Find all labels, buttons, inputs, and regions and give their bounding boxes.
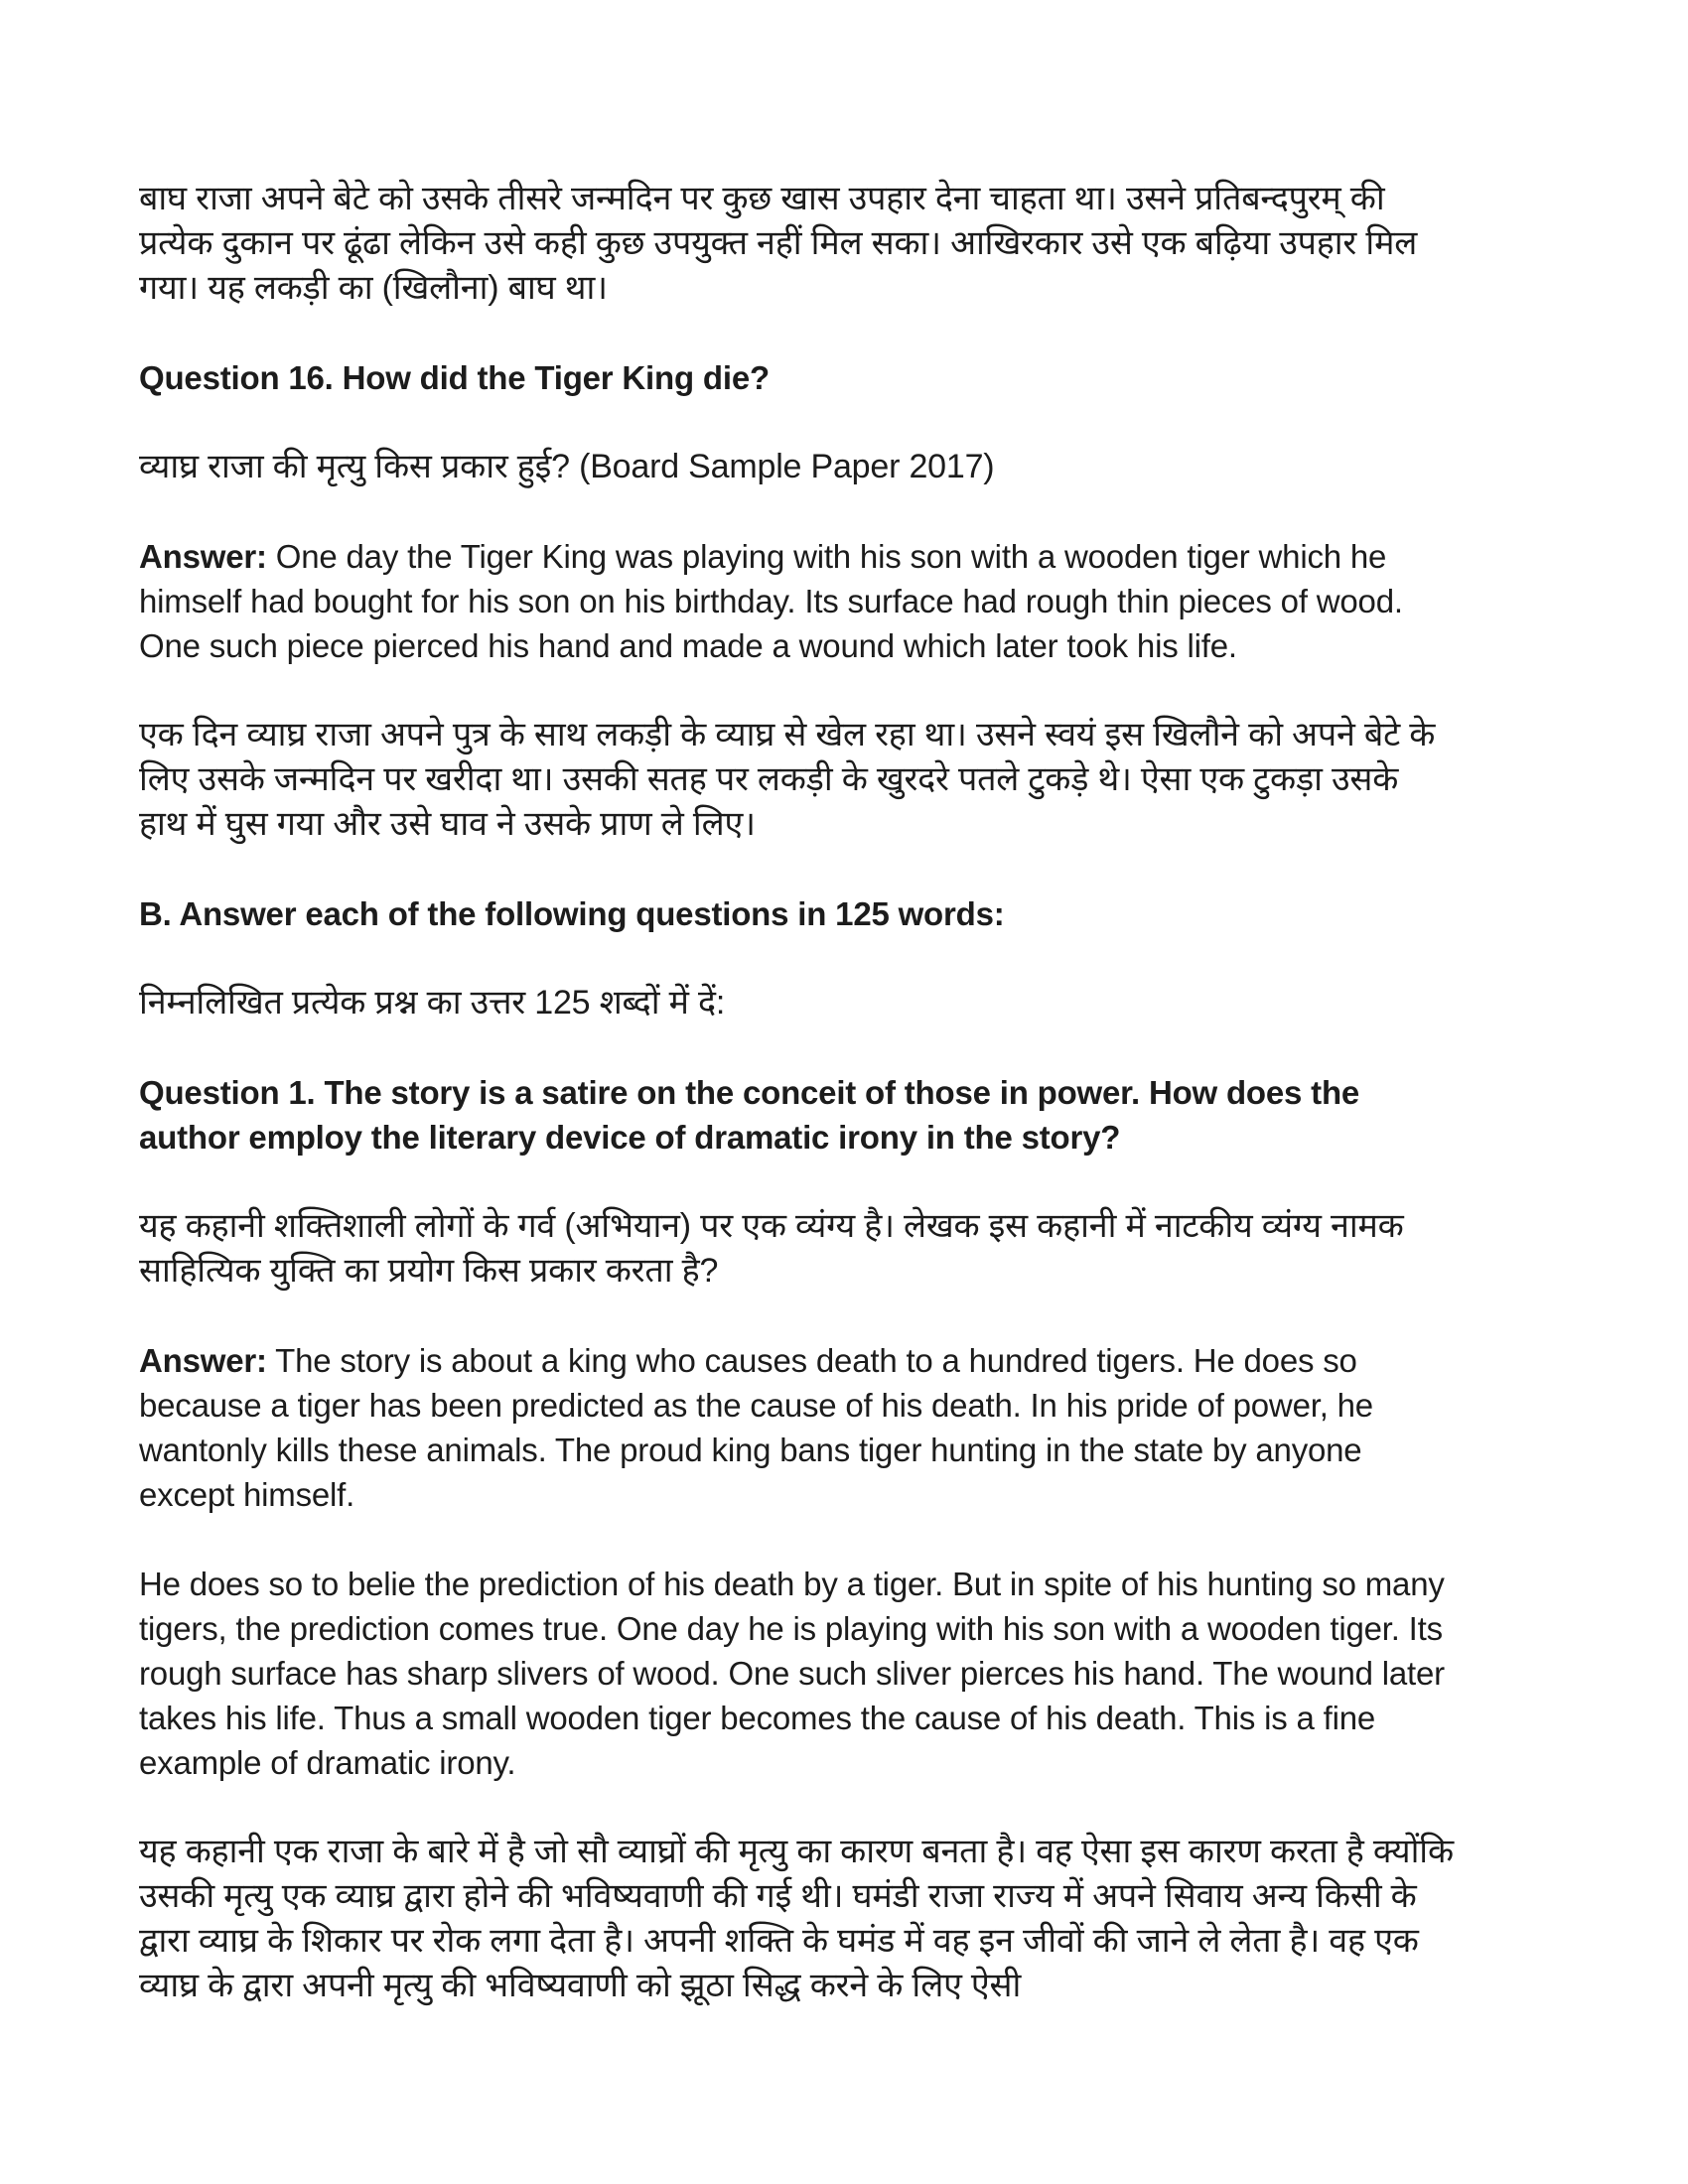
section-b-hindi-instruction: निम्नलिखित प्रत्येक प्रश्न का उत्तर 125 शब्दों में दें:	[139, 984, 726, 1022]
question-16-answer-hindi: एक दिन व्याघ्र राजा अपने पुत्र के साथ लकड़ी के व्याघ्र से खेल रहा था। उसने स्वयं इस खिलौने को अपने बेटे के लिए उसके जन्मदिन पर खरीदा था। उसकी सतह पर लकड़ी के खुरदरे पतले टुकड़े थे। ऐसा एक टुकड़ा उसके हाथ में घुस गया और उसे घाव ने उसके प्राण ले लिए।	[139, 716, 1436, 843]
question-16-hindi-question: व्याघ्र राजा की मृत्यु किस प्रकार हुई? (Board Sample Paper 2017)	[139, 448, 995, 485]
question-16-heading: Question 16. How did the Tiger King die?	[139, 359, 770, 396]
answer-1-english-para1-text: The story is about a king who causes death to a hundred tigers. He does so because a tiger has been predicted as the cause of his death. In his pride of power, he wantonly kills these animals. The proud king bans tiger hunting in the state by anyone except himself.	[139, 1342, 1373, 1513]
question-1-answer-english-para2: He does so to belie the prediction of his death by a tiger. But in spite of his hunting so many tigers, the prediction comes true. One day he is playing with his son with a wooden tiger. Its rough surface has sharp slivers of wood. One such sliver pierces his hand. The wound later takes his life. Thus a small wooden tiger becomes the cause of his death. This is a fine example of dramatic irony.	[139, 1566, 1445, 1781]
answer-label: Answer:	[139, 1342, 267, 1379]
answer-label: Answer:	[139, 538, 267, 575]
question-1-heading: Question 1. The story is a satire on the conceit of those in power. How does the author employ the literary device of dramatic irony in the story?	[139, 1074, 1360, 1156]
intro-hindi-paragraph: बाघ राजा अपने बेटे को उसके तीसरे जन्मदिन पर कुछ खास उपहार देना चाहता था। उसने प्रतिबन्दपुरम् की प्रत्येक दुकान पर ढूंढा लेकिन उसे कही कुछ उपयुक्त नहीं मिल सका। आखिरकार उसे एक बढ़िया उपहार मिल गया। यह लकड़ी का (खिलौना) बाघ था।	[139, 180, 1418, 307]
question-1-answer-hindi: यह कहानी एक राजा के बारे में है जो सौ व्याघ्रों की मृत्यु का कारण बनता है। वह ऐसा इस कारण करता है क्योंकि उसकी मृत्यु एक व्याघ्र द्वारा होने की भविष्यवाणी की गई थी। घमंडी राजा राज्य में अपने सिवाय अन्य किसी के द्वारा व्याघ्र के शिकार पर रोक लगा देता है। अपनी शक्ति के घमंड में वह इन जीवों की जाने ले लेता है। वह एक व्याघ्र के द्वारा अपनी मृत्यु की भविष्यवाणी को झूठा सिद्ध करने के लिए ऐसी	[139, 1833, 1454, 2004]
question-1-answer-english-para1	[139, 1338, 1454, 1517]
question-16-answer-english	[139, 534, 1454, 668]
question-1-hindi-question: यह कहानी शक्तिशाली लोगों के गर्व (अभियान) पर एक व्यंग्य है। लेखक इस कहानी में नाटकीय व्यंग्य नामक साहित्यिक युक्ति का प्रयोग किस प्रकार करता है?	[139, 1207, 1404, 1290]
answer-16-english-text: One day the Tiger King was playing with his son with a wooden tiger which he himself had bought for his son on his birthday. Its surface had rough thin pieces of wood. One such piece pierced his hand and made a wound which later took his life.	[139, 538, 1403, 664]
section-b-heading: B. Answer each of the following questions in 125 words:	[139, 895, 1005, 932]
